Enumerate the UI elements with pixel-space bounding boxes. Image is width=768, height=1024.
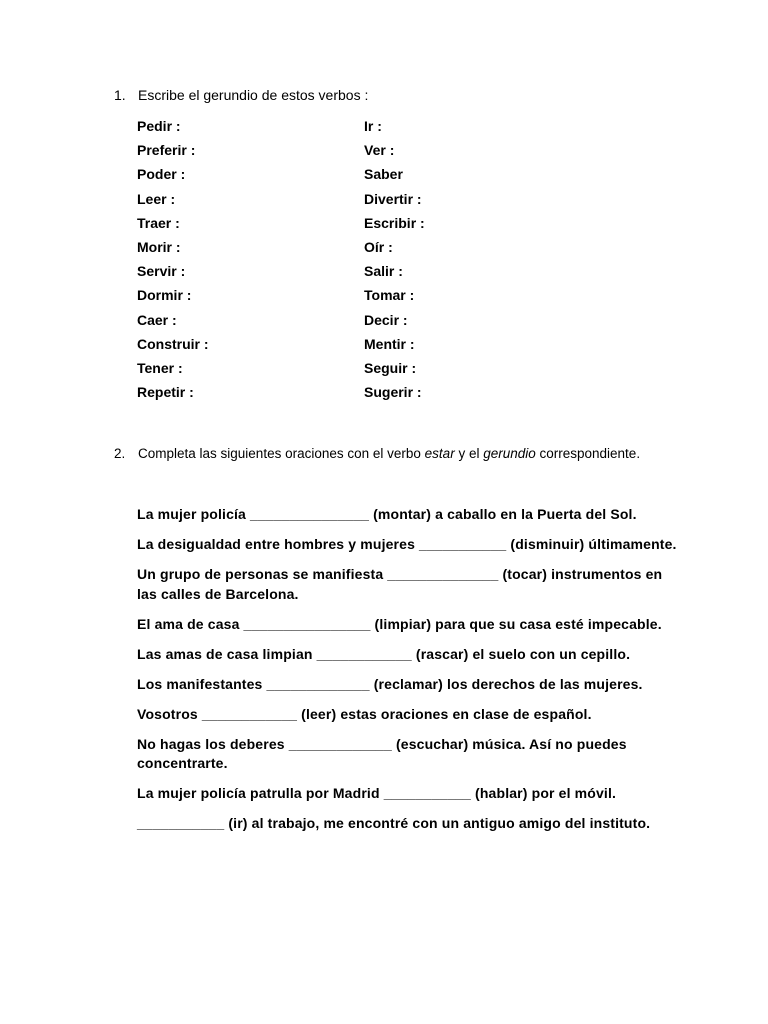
verb-item: Preferir : [137, 142, 196, 159]
verb-item: Ver : [364, 142, 395, 159]
exercise-2-instruction-part2: y el [454, 446, 484, 461]
exercise-1-instruction: Escribe el gerundio de estos verbos : [138, 87, 369, 103]
verb-item: Servir : [137, 263, 186, 280]
exercise-1-number: 1. [114, 87, 126, 103]
verb-item: Divertir : [364, 190, 422, 207]
sentence-item: La mujer policía _______________ (montar) a caballo en la Puerta del Sol. [137, 506, 637, 522]
verb-item: Caer : [137, 311, 177, 328]
verb-item: Repetir : [137, 384, 194, 401]
exercise-2-instruction-estar: estar [424, 446, 455, 461]
exercise-2-instruction-part3: correspondiente. [535, 446, 641, 461]
verb-item: Mentir : [364, 335, 415, 352]
sentence-item: Las amas de casa limpian ____________ (rascar) el suelo con un cepillo. [137, 645, 631, 662]
verb-item: Escribir : [364, 214, 425, 231]
sentence-item: No hagas los deberes _____________ (escuchar) música. Así no puedes concentrarte. [137, 735, 627, 771]
verb-list [137, 116, 557, 406]
verb-item: Pedir : [137, 118, 181, 134]
exercise-2-instruction-part1: Completa las siguientes oraciones con el verbo [138, 446, 425, 461]
verb-item: Decir : [364, 311, 408, 328]
exercise-1-heading [114, 86, 368, 104]
verb-item: Morir : [137, 238, 181, 255]
sentence-item: Un grupo de personas se manifiesta ______________ (tocar) instrumentos en las calles de Barcelona. [137, 566, 663, 602]
verb-item: Sugerir : [364, 384, 422, 401]
verb-item: Ir : [364, 118, 382, 134]
verb-item: Oír : [364, 238, 393, 255]
verb-item: Dormir : [137, 287, 192, 304]
exercise-2-heading [114, 445, 640, 463]
exercise-2-instruction-gerundio: gerundio [483, 446, 536, 461]
sentence-item: Vosotros ____________ (leer) estas oraciones en clase de español. [137, 705, 592, 722]
verb-item: Saber [364, 166, 403, 183]
sentence-item: El ama de casa ________________ (limpiar) para que su casa esté impecable. [137, 615, 662, 632]
sentence-item: La mujer policía patrulla por Madrid ___________ (hablar) por el móvil. [137, 785, 617, 801]
sentence-item: La desigualdad entre hombres y mujeres ___________ (disminuir) últimamente. [137, 536, 677, 552]
verb-item: Seguir : [364, 359, 417, 376]
verb-item: Salir : [364, 263, 403, 280]
verb-item: Tomar : [364, 287, 415, 304]
verb-item: Leer : [137, 190, 176, 207]
verb-item: Tener : [137, 359, 183, 376]
verb-item: Poder : [137, 166, 186, 183]
sentence-item: ___________ (ir) al trabajo, me encontré con un antiguo amigo del instituto. [137, 815, 651, 831]
verb-item: Construir : [137, 335, 209, 352]
sentence-item: Los manifestantes _____________ (reclamar) los derechos de las mujeres. [137, 675, 643, 692]
verb-item: Traer : [137, 214, 180, 231]
sentence-list [137, 505, 682, 844]
exercise-2-number: 2. [114, 446, 126, 461]
